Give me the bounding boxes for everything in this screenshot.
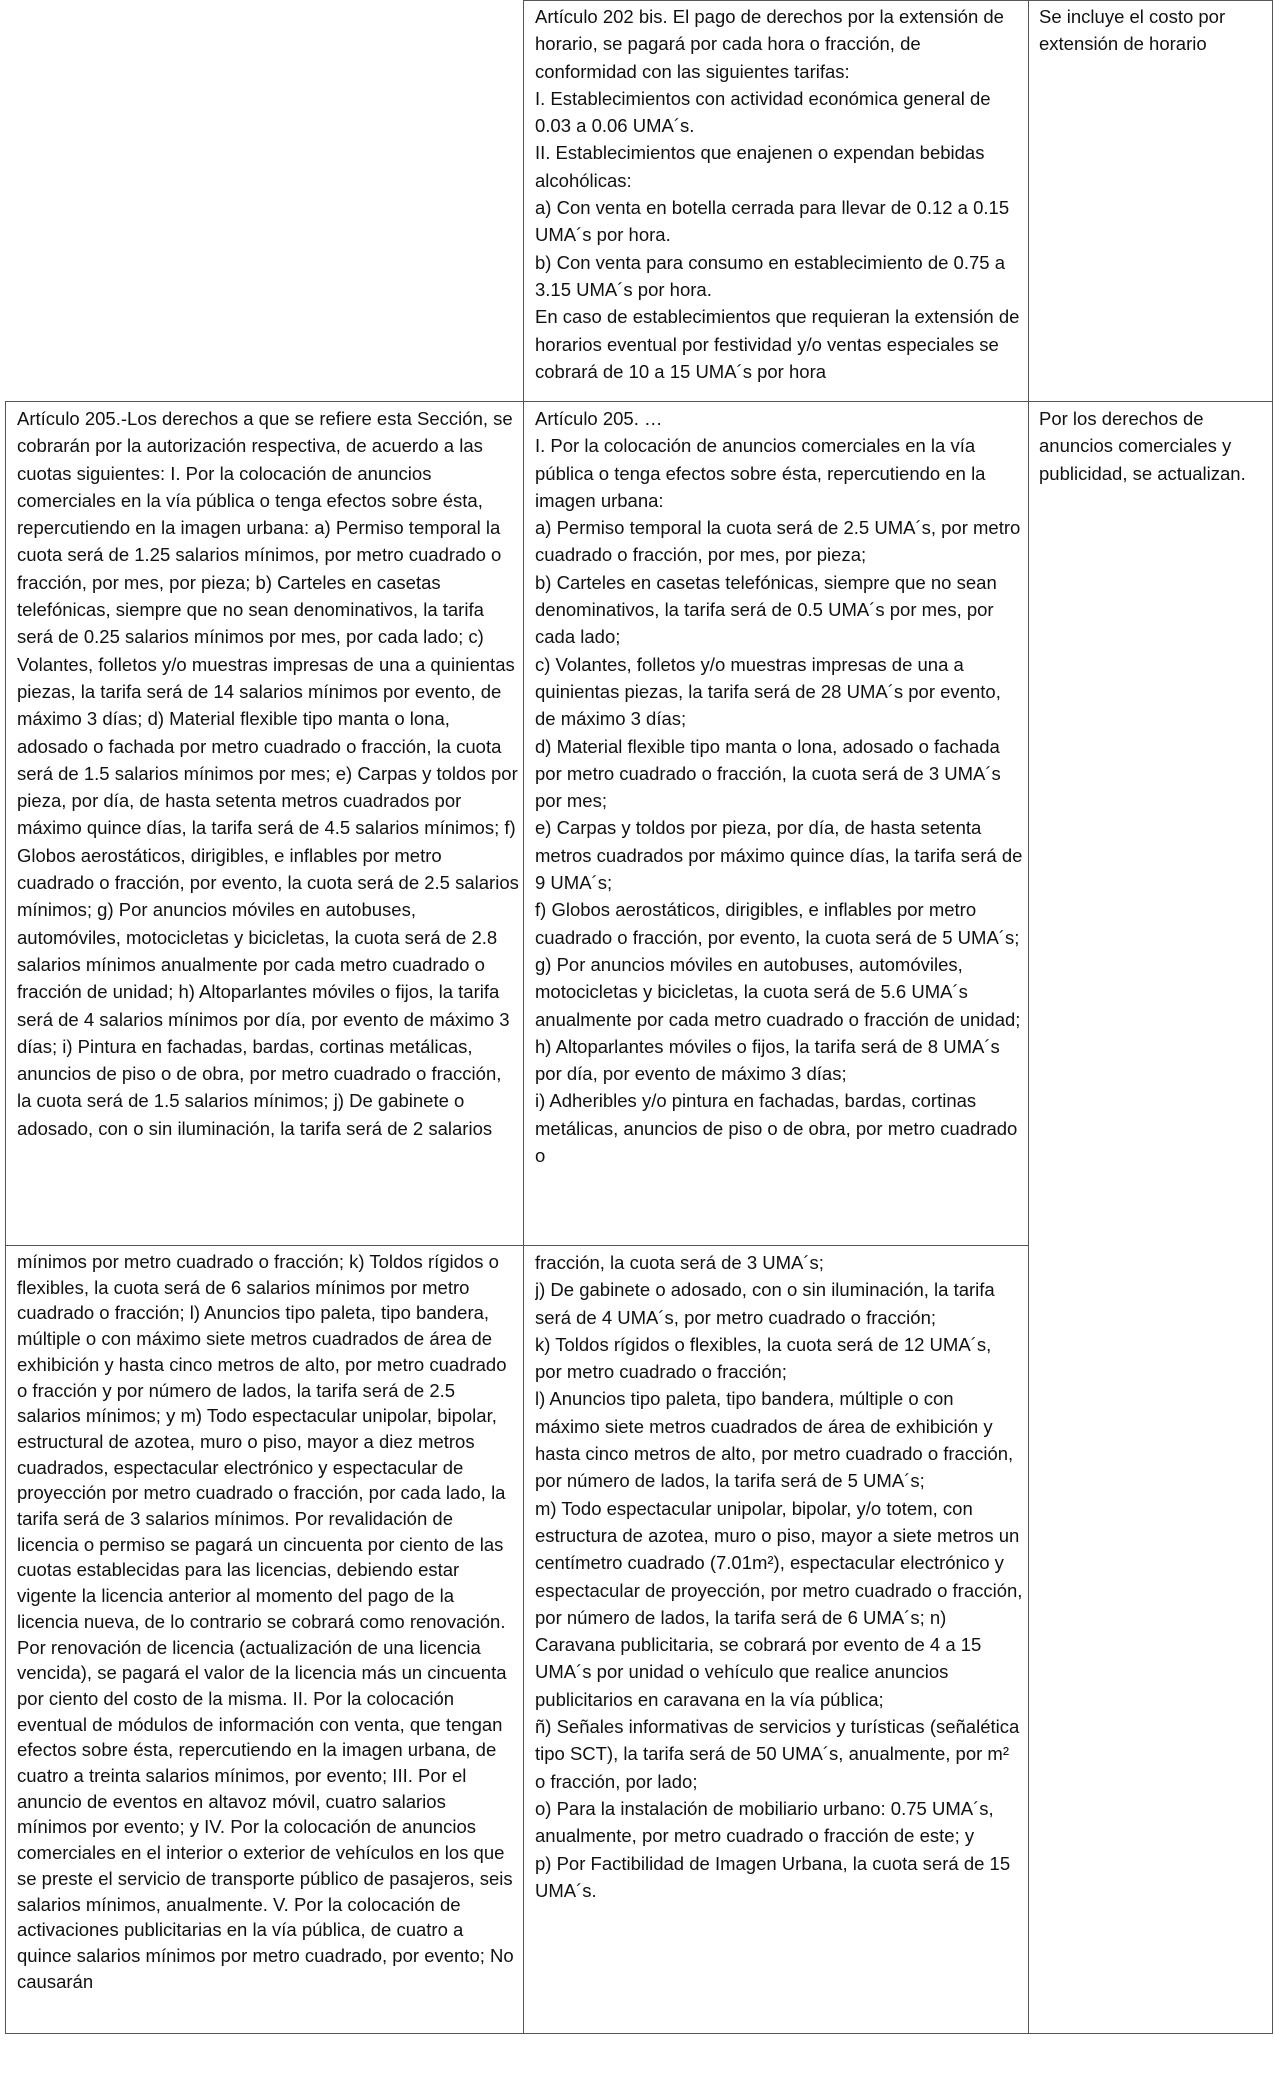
paragraph: e) Carpas y toldos por pieza, por día, de hasta setenta metros cuadrados por máximo quince días, la tarifa será de 9 UMA´s; [535, 817, 1023, 894]
paragraph: l) Anuncios tipo paleta, tipo bandera, múltiple o con máximo siete metros cuadrados de área de exhibición y hasta cinco metros de alto, por metro cuadrado o fracción, por número de lados, la tarifa será de 5 UMA´s; [535, 1388, 1014, 1492]
paragraph: Artículo 202 bis. El pago de derechos por la extensión de horario, se pagará por cada hora o fracción, de conformidad con las siguientes tarifas: [535, 6, 1004, 82]
paragraph: a) Permiso temporal la cuota será de 2.5 UMA´s, por metro cuadrado o fracción, por mes, por pieza; [535, 517, 1021, 566]
column-divider-2 [1028, 0, 1029, 2034]
paragraph: h) Altoparlantes móviles o fijos, la tarifa será de 8 UMA´s por día, por evento de máximo 3 días; [535, 1035, 1000, 1085]
row2-proposed-text [535, 405, 1023, 1169]
row1-col2-cell [535, 3, 1023, 399]
paragraph: f) Globos aerostáticos, dirigibles, e inflables por metro cuadrado o fracción, por evento, la cuota será de 5 UMA´s; [535, 899, 1020, 948]
row1-col3-cell [1039, 3, 1264, 399]
row-divider-1 [5, 401, 1273, 402]
row1-proposed-text [535, 3, 1023, 385]
row2-col1-cell [17, 405, 519, 1243]
paragraph: b) Carteles en casetas telefónicas, siempre que no sean denominativos, la tarifa será de 0.5 UMA´s por mes, por cada lado; [535, 571, 997, 648]
paragraph: ñ) Señales informativas de servicios y turísticas (señalética tipo SCT), la tarifa será de 50 UMA´s, anualmente, por m² o fracción, por lado; [535, 1716, 1020, 1792]
paragraph: p) Por Factibilidad de Imagen Urbana, la cuota será de 15 UMA´s. [535, 1852, 1011, 1901]
table-left-border [5, 401, 6, 2034]
paragraph: m) Todo espectacular unipolar, bipolar, y/o totem, con estructura de azotea, muro o piso, mayor a siete metros un centímetro cuadrado (7.01m²), espectacular electrónico y espectacular de proyección, por metro cuadrado o fracción, por número de lados, la tarifa será de 6 UMA´s; n) Caravana publicitaria, se cobrará por evento de 4 a 15 UMA´s por unidad o vehículo que realice anuncios publicitarios en caravana en la vía pública; [535, 1497, 1023, 1710]
paragraph: I. Por la colocación de anuncios comerciales en la vía pública o tenga efectos sobre ésta, repercutiendo en la imagen urbana: [535, 435, 986, 511]
paragraph: En caso de establecimientos que requieran la extensión de horarios eventual por festividad y/o ventas especiales se cobrará de 10 a 15 UMA´s por hora [535, 306, 1020, 382]
paragraph: b) Con venta para consumo en establecimiento de 0.75 a 3.15 UMA´s por hora. [535, 251, 1005, 300]
paragraph: c) Volantes, folletos y/o muestras impresas de una a quinientas piezas, la tarifa será de 28 UMA´s por evento, de máximo 3 días; [535, 653, 1001, 730]
row3-current-text: mínimos por metro cuadrado o fracción; k) Toldos rígidos o flexibles, la cuota será de 6 salarios mínimos por metro cuadrado o fracción; l) Anuncios tipo paleta, tipo bandera, múltiple o con máximo siete metros cuadrados de área de exhibición y hasta cinco metros de alto, por metro cuadrado o fracción y por número de lados, la tarifa será de 2.5 salarios mínimos; y m) Todo espectacular unipolar, bipolar, estructural de azotea, muro o piso, mayor a diez metros cuadrados, espectacular electrónico y espectacular de proyección por metro cuadrado o fracción, por cada lado, la tarifa será de 3 salarios mínimos. Por revalidación de licencia o permiso se pagará un cincuenta por ciento de las cuotas establecidas para las licencias, debiendo estar vigente la licencia anterior al momento del pago de la licencia nueva, de lo contrario se cobrará como renovación. Por renovación de licencia (actualización de una licencia vencida), se pagará el valor de la licencia más un cincuenta por ciento del costo de la misma. II. Por la colocación eventual de módulos de información con venta, que tengan efectos sobre ésta, repercutiendo en la imagen urbana, de cuatro a treinta salarios mínimos, por evento; III. Por el anuncio de eventos en altavoz móvil, cuatro salarios mínimos por evento; y IV. Por la colocación de anuncios comerciales en el interior o exterior de vehículos en los que se preste el servicio de transporte público de pasajeros, seis salarios mínimos, anualmente. V. Por la colocación de activaciones publicitarias en la vía pública, de cuatro a quince salarios mínimos por metro cuadrado, por evento; No causarán [17, 1251, 514, 1992]
paragraph: j) De gabinete o adosado, con o sin iluminación, la tarifa será de 4 UMA´s, por metro cuadrado o fracción; [535, 1279, 995, 1328]
paragraph: a) Con venta en botella cerrada para llevar de 0.12 a 0.15 UMA´s por hora. [535, 197, 1010, 246]
row3-col2-cell [535, 1249, 1023, 2031]
row-divider-2 [5, 1245, 1028, 1246]
paragraph: Artículo 205. … [535, 408, 663, 429]
paragraph: fracción, la cuota será de 3 UMA´s; [535, 1252, 824, 1273]
row2-col3-cell [1039, 405, 1264, 705]
paragraph: I. Establecimientos con actividad económica general de 0.03 a 0.06 UMA´s. [535, 87, 991, 137]
column-divider-1 [523, 0, 524, 2034]
row2-comment-text: Por los derechos de anuncios comerciales y publicidad, se actualizan. [1039, 408, 1246, 484]
row2-current-text: Artículo 205.-Los derechos a que se refiere esta Sección, se cobrarán por la autorización respectiva, de acuerdo a las cuotas siguientes: I. Por la colocación de anuncios comerciales en la vía pública o tenga efectos sobre ésta, repercutiendo en la imagen urbana: a) Permiso temporal la cuota será de 1.25 salarios mínimos, por metro cuadrado o fracción, por mes, por pieza; b) Carteles en casetas telefónicas, siempre que no sean denominativos, la tarifa será de 0.25 salarios mínimos por mes, por cada lado; c) Volantes, folletos y/o muestras impresas de una a quinientas piezas, la tarifa será de 14 salarios mínimos por evento, de máximo 3 días; d) Material flexible tipo manta o lona, adosado o fachada por metro cuadrado o fracción, la cuota será de 1.5 salarios mínimos por mes; e) Carpas y toldos por pieza, por día, de hasta setenta metros cuadrados por máximo quince días, la tarifa será de 4.5 salarios mínimos; f) Globos aerostáticos, dirigibles, e inflables por metro cuadrado o fracción, por evento, la cuota será de 2.5 salarios mínimos; g) Por anuncios móviles en autobuses, automóviles, motocicletas y bicicletas, la cuota será de 2.8 salarios mínimos anualmente por cada metro cuadrado o fracción de unidad; h) Altoparlantes móviles o fijos, la tarifa será de 4 salarios mínimos por día, por evento de máximo 3 días; i) Pintura en fachadas, bardas, cortinas metálicas, anuncios de piso o de obra, por metro cuadrado o fracción, la cuota será de 1.5 salarios mínimos; j) De gabinete o adosado, con o sin iluminación, la tarifa será de 2 salarios [17, 408, 519, 1139]
row3-proposed-text [535, 1249, 1023, 1904]
row3-col1-cell [17, 1249, 519, 2031]
paragraph: i) Adheribles y/o pintura en fachadas, bardas, cortinas metálicas, anuncios de piso o de obra, por metro cuadrado o [535, 1090, 1018, 1167]
table-bottom-border [5, 2033, 1273, 2034]
row2-col2-cell [535, 405, 1023, 1243]
row1-comment-text: Se incluye el costo por extensión de horario [1039, 6, 1226, 55]
paragraph: II. Establecimientos que enajenen o expendan bebidas alcohólicas: [535, 142, 985, 191]
paragraph: o) Para la instalación de mobiliario urbano: 0.75 UMA´s, anualmente, por metro cuadrado o fracción de este; y [535, 1797, 994, 1847]
paragraph: d) Material flexible tipo manta o lona, adosado o fachada por metro cuadrado o fracción, la cuota será de 3 UMA´s por mes; [535, 735, 1001, 812]
table-right-border [1272, 0, 1273, 2034]
table-top-border [523, 0, 1273, 1]
paragraph: g) Por anuncios móviles en autobuses, automóviles, motocicletas y bicicletas, la cuota será de 5.6 UMA´s anualmente por cada metro cuadrado o fracción de unidad; [535, 953, 1021, 1030]
paragraph: k) Toldos rígidos o flexibles, la cuota será de 12 UMA´s, por metro cuadrado o fracción; [535, 1333, 992, 1383]
